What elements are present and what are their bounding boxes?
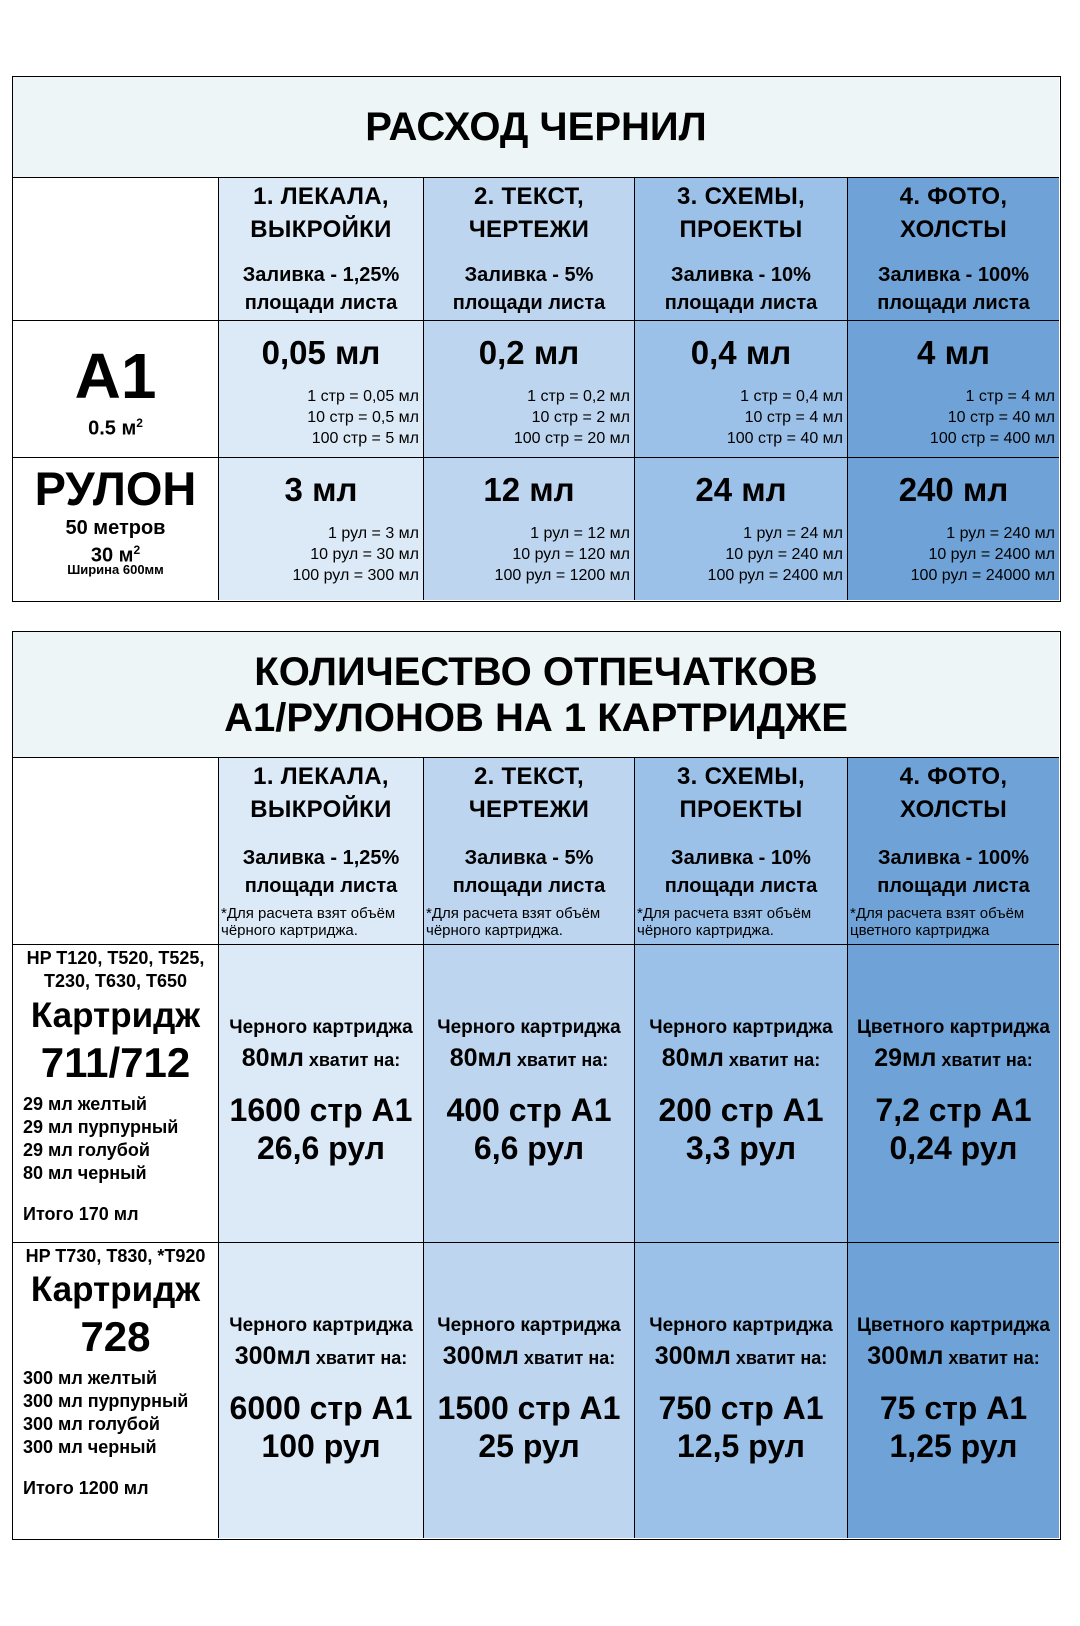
cartridge-type: Черного картриджа [649,1017,833,1038]
breakdown-line: 1 стр = 0,4 мл [740,388,843,405]
yield-pages: 1600 стр А1 [229,1092,413,1128]
enough-for: хватит на: [730,1348,828,1368]
consumption-value: 4 мл [917,334,990,371]
column-header [218,177,423,320]
fill-percent [848,261,1059,317]
consumption-breakdown [708,523,843,586]
breakdown-line: 100 стр = 40 мл [726,430,843,447]
yield-pages: 750 стр А1 [658,1390,824,1426]
breakdown-line: 1 стр = 0,2 мл [527,388,630,405]
breakdown-line: 10 рул = 240 мл [725,546,843,563]
table-title: РАСХОД ЧЕРНИЛ [365,105,707,149]
column-header [218,757,423,944]
a1-row-label [13,320,218,457]
cartridge-type: Черного картриджа [229,1017,413,1038]
yield-cell [423,1242,634,1538]
roll-cell [634,457,847,600]
yield-basis [219,1311,423,1371]
note-line: *Для расчета взят объём [426,905,601,922]
table-title-cell [13,632,1059,757]
a1-label: A1 [74,340,157,412]
fill-line: площади листа [244,292,398,314]
yield-cell [218,944,423,1242]
enough-for: хватит на: [303,1050,401,1070]
capacity-line: 300 мл желтый [23,1368,158,1388]
yield-result [219,1091,423,1167]
area-sup: 2 [133,543,141,557]
a1-cell [423,320,634,457]
yield-basis [424,1311,634,1371]
capacity-line: 29 мл голубой [23,1140,150,1160]
breakdown-line: 10 стр = 2 мл [531,409,630,426]
column-name-line: ЧЕРТЕЖИ [468,216,590,243]
cartridge-model: 728 [80,1313,151,1360]
consumption-value: 0,2 мл [478,334,580,371]
fill-percent [219,261,423,317]
yield-pages: 400 стр А1 [446,1092,612,1128]
fill-line: площади листа [877,875,1030,897]
cartridge-word: Картридж [30,1270,201,1309]
column-name-line: 3. СХЕМЫ, [677,763,805,790]
yield-rolls: 0,24 рул [889,1130,1018,1166]
fill-line: Заливка - 5% [464,847,594,869]
column-name-line: ПРОЕКТЫ [679,216,803,243]
enough-for: хватит на: [936,1050,1033,1070]
cartridge-total: Итого 1200 мл [23,1478,149,1498]
column-name [219,180,423,246]
capacity-line: 29 мл пурпурный [23,1117,179,1137]
printer-models [13,947,218,993]
breakdown-line: 1 стр = 0,05 мл [307,388,419,405]
cartridge-total: Итого 170 мл [23,1204,139,1224]
fill-line: Заливка - 10% [671,264,811,286]
area-sup: 2 [136,416,143,430]
prints-per-cartridge-table [12,631,1061,1540]
fill-line: Заливка - 5% [464,264,594,286]
column-name-line: ПРОЕКТЫ [679,796,803,823]
fill-line: Заливка - 10% [671,847,811,869]
breakdown-line: 1 стр = 4 мл [965,388,1055,405]
printer-models [13,1245,218,1268]
table-title [224,649,848,741]
breakdown-line: 100 стр = 400 мл [929,430,1055,447]
cartridge-volume: 300мл [442,1342,519,1370]
fill-line: площади листа [452,875,606,897]
consumption-breakdown [292,523,419,586]
fill-percent [635,261,847,317]
column-header [847,757,1059,944]
printer-line: T230, T630, T650 [43,971,188,991]
column-header [634,177,847,320]
consumption-breakdown [514,386,630,449]
consumption-value: 3 мл [284,471,358,508]
yield-rolls: 25 рул [478,1428,580,1464]
fill-line: площади листа [877,292,1030,314]
column-name-line: ВЫКРОЙКИ [250,796,392,823]
column-name [635,760,847,826]
yield-result [635,1389,847,1465]
breakdown-line: 10 рул = 120 мл [512,546,630,563]
calc-note [221,905,423,939]
note-line: *Для расчета взят объём [637,905,812,922]
column-header [847,177,1059,320]
yield-rolls: 3,3 рул [685,1130,797,1166]
cartridge-volume: 300мл [654,1342,731,1370]
fill-percent [635,844,847,900]
consumption-breakdown [911,523,1055,586]
consumption-breakdown [727,386,843,449]
cartridge-volume: 80мл [661,1044,724,1072]
yield-basis [635,1013,847,1073]
consumption-breakdown [307,386,419,449]
yield-basis [219,1013,423,1073]
a1-area [13,411,218,441]
consumption-value: 12 мл [483,471,575,508]
calc-note [637,905,847,939]
yield-pages: 7,2 стр А1 [875,1092,1032,1128]
fill-percent [424,261,634,317]
enough-for: хватит на: [943,1348,1040,1368]
column-name [848,180,1059,246]
yield-cell [634,1242,847,1538]
fill-line: площади листа [452,292,606,314]
cartridge-model: 711/712 [40,1039,191,1086]
printer-line: HP T730, T830, *T920 [25,1246,206,1266]
yield-rolls: 12,5 рул [677,1428,805,1464]
column-name-line: 4. ФОТО, [899,763,1008,790]
printer-line: HP T120, T520, T525, [26,948,205,968]
breakdown-line: 100 рул = 2400 мл [707,567,843,584]
note-line: *Для расчета взят объём [850,905,1025,922]
column-name-line: 2. ТЕКСТ, [473,183,585,210]
column-name-line: ХОЛСТЫ [900,796,1007,823]
consumption-value: 0,4 мл [690,334,792,371]
breakdown-line: 10 рул = 30 мл [310,546,419,563]
breakdown-line: 10 стр = 40 мл [947,409,1055,426]
column-name-line: 4. ФОТО, [899,183,1008,210]
breakdown-line: 10 рул = 2400 мл [928,546,1055,563]
yield-result [635,1091,847,1167]
breakdown-line: 1 рул = 240 мл [946,525,1055,542]
note-line: чёрного картриджа. [637,922,774,939]
roll-cell [847,457,1059,600]
enough-for: хватит на: [310,1348,408,1368]
cartridge-volume: 300мл [234,1342,311,1370]
consumption-value: 0,05 мл [261,334,381,371]
fill-line: Заливка - 100% [877,264,1029,286]
cartridge-volume: 80мл [241,1044,304,1072]
note-line: чёрного картриджа. [221,922,358,939]
yield-basis [635,1311,847,1371]
column-name-line: ХОЛСТЫ [900,216,1007,243]
roll-cell [218,457,423,600]
fill-percent [424,844,634,900]
breakdown-line: 100 стр = 20 мл [513,430,630,447]
calc-note [850,905,1059,939]
header-empty-cell [13,757,218,944]
column-name-line: 1. ЛЕКАЛА, [253,763,389,790]
column-name-line: 1. ЛЕКАЛА, [253,183,389,210]
yield-cell [218,1242,423,1538]
roll-label: РУЛОН [34,462,197,515]
cartridge-word: Картридж [30,996,201,1035]
column-name [635,180,847,246]
ink-consumption-table [12,76,1061,602]
yield-rolls: 6,6 рул [473,1130,585,1166]
fill-percent [848,844,1059,900]
breakdown-line: 1 рул = 3 мл [328,525,419,542]
consumption-value: 240 мл [898,471,1009,508]
yield-basis [848,1311,1059,1371]
enough-for: хватит на: [723,1050,821,1070]
enough-for: хватит на: [518,1348,616,1368]
column-name [219,760,423,826]
fill-line: площади листа [664,292,818,314]
yield-basis [848,1013,1059,1073]
cartridge-label-cell [13,1242,218,1538]
column-header [423,757,634,944]
yield-rolls: 26,6 рул [257,1130,385,1166]
yield-rolls: 100 рул [261,1428,381,1464]
yield-cell [423,944,634,1242]
roll-cell [423,457,634,600]
cartridge-volume: 29мл [874,1044,937,1072]
area-text: 30 м [90,544,134,567]
breakdown-line: 1 рул = 12 мл [530,525,630,542]
cartridge-capacities [23,1367,188,1459]
title-line: А1/РУЛОНОВ НА 1 КАРТРИДЖЕ [224,695,848,740]
yield-result [424,1389,634,1465]
calc-note [426,905,634,939]
column-name [424,760,634,826]
yield-pages: 6000 стр А1 [229,1390,413,1426]
capacity-line: 300 мл черный [23,1437,157,1457]
column-name-line: 3. СХЕМЫ, [677,183,805,210]
fill-line: Заливка - 1,25% [242,847,400,869]
yield-result [848,1091,1059,1167]
header-empty-cell [13,177,218,320]
yield-cell [847,944,1059,1242]
capacity-line: 80 мл черный [23,1163,147,1183]
fill-line: Заливка - 1,25% [242,264,400,286]
yield-result [219,1389,423,1465]
yield-result [424,1091,634,1167]
note-line: *Для расчета взят объём [221,905,396,922]
a1-cell [634,320,847,457]
yield-pages: 75 стр А1 [879,1390,1028,1426]
note-line: цветного картриджа [850,922,990,939]
cartridge-type: Черного картриджа [649,1315,833,1336]
consumption-breakdown [930,386,1055,449]
fill-line: Заливка - 100% [877,847,1029,869]
roll-length: 50 метров [65,517,166,539]
breakdown-line: 100 рул = 24000 мл [910,567,1055,584]
column-header [634,757,847,944]
yield-basis [424,1013,634,1073]
column-name-line: ВЫКРОЙКИ [250,216,392,243]
cartridge-volume: 80мл [449,1044,512,1072]
column-header [423,177,634,320]
cartridge-volume: 300мл [867,1342,944,1370]
column-name-line: ЧЕРТЕЖИ [468,796,590,823]
yield-cell [634,944,847,1242]
column-name [424,180,634,246]
cartridge-label-cell [13,944,218,1242]
yield-result [848,1389,1059,1465]
title-line: КОЛИЧЕСТВО ОТПЕЧАТКОВ [254,649,818,694]
consumption-breakdown [495,523,630,586]
capacity-line: 300 мл голубой [23,1414,160,1434]
cartridge-capacities [23,1093,178,1185]
fill-line: площади листа [664,875,818,897]
breakdown-line: 10 стр = 4 мл [744,409,843,426]
column-name-line: 2. ТЕКСТ, [473,763,585,790]
capacity-line: 300 мл пурпурный [23,1391,189,1411]
table-title-cell [13,77,1059,177]
breakdown-line: 100 рул = 300 мл [292,567,419,584]
a1-cell [847,320,1059,457]
cartridge-type: Черного картриджа [229,1315,413,1336]
yield-pages: 200 стр А1 [658,1092,824,1128]
breakdown-line: 100 стр = 5 мл [311,430,419,447]
area-text: 0.5 м [88,417,137,440]
yield-pages: 1500 стр А1 [437,1390,621,1426]
cartridge-type: Черного картриджа [437,1315,621,1336]
enough-for: хватит на: [511,1050,609,1070]
fill-line: площади листа [244,875,398,897]
roll-width: Ширина 600мм [67,562,164,577]
breakdown-line: 1 рул = 24 мл [743,525,843,542]
note-line: чёрного картриджа. [426,922,563,939]
column-name [848,760,1059,826]
cartridge-type: Цветного картриджа [857,1315,1050,1336]
breakdown-line: 10 стр = 0,5 мл [307,409,419,426]
cartridge-type: Черного картриджа [437,1017,621,1038]
breakdown-line: 100 рул = 1200 мл [494,567,630,584]
a1-cell [218,320,423,457]
yield-rolls: 1,25 рул [889,1428,1018,1464]
fill-percent [219,844,423,900]
roll-row-label [13,457,218,600]
cartridge-type: Цветного картриджа [857,1017,1050,1038]
yield-cell [847,1242,1059,1538]
consumption-value: 24 мл [695,471,787,508]
capacity-line: 29 мл желтый [23,1094,147,1114]
